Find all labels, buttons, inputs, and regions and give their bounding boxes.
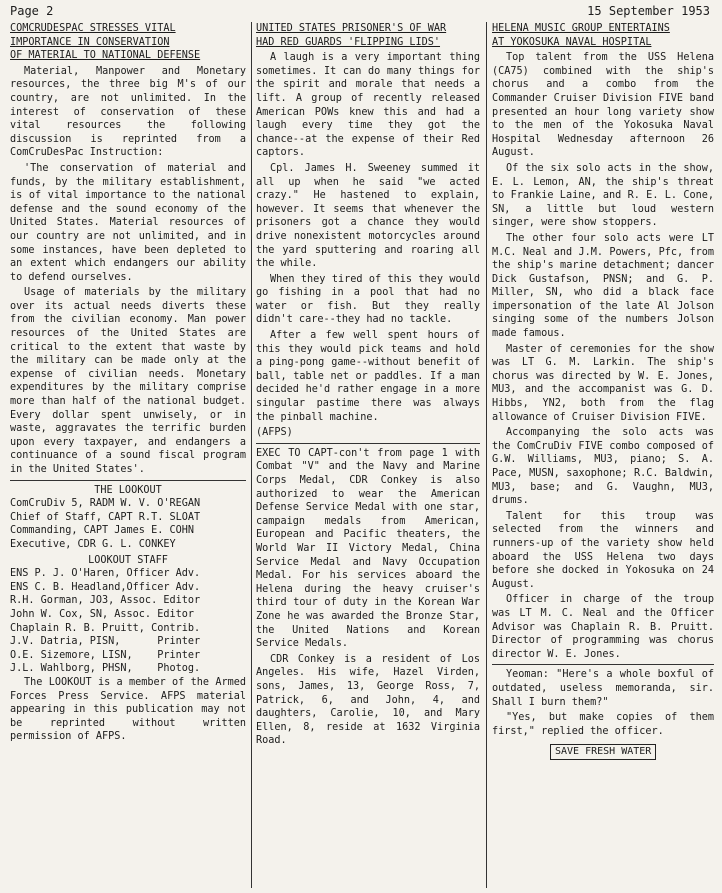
headline-line: COMCRUDESPAC STRESSES VITAL xyxy=(10,23,176,34)
article-paragraph: Usage of materials by the military over its actual needs diverts these from the civilian economy. Man power resources of the United States are critical to the extent that waste by the military can be made only at the expense of civilian needs. Monetary expenditures by the military comprise more than half of the national budget. Every dollar spent unwisely, or in waste, aggravates the terrific burden upon every taxpayer, and endangers a continuance of a sound fiscal program in the United States'. xyxy=(10,287,246,475)
masthead-line: ComCruDiv 5, RADM W. V. O'REGAN xyxy=(10,498,201,510)
slogan-box: SAVE FRESH WATER xyxy=(550,744,656,760)
headline-line: HELENA MUSIC GROUP ENTERTAINS xyxy=(492,23,670,34)
column-left xyxy=(10,22,246,746)
article-credit: (AFPS) xyxy=(256,427,293,439)
issue-date: 15 September 1953 xyxy=(587,4,710,18)
article-paragraph: Of the six solo acts in the show, E. L. Lemon, AN, the ship's threat to Frankie Laine, and R. E. L. Cone, SN, a little but loud western singer, were show stoppers. xyxy=(492,162,714,229)
article-headline xyxy=(492,22,714,49)
article-paragraph: Accompanying the solo acts was the ComCruDiv FIVE combo composed of G.W. Williams, MU3, piano; S. A. Pace, MUSN, saxophone; R.C. Baldwin, MU3, base; and G. Vaughn, MU3, drums. xyxy=(492,427,714,507)
article-paragraph: The other four solo acts were LT M.C. Neal and J.M. Powers, Pfc, from the ship's marine detachment; dancer Dick Gustafson, PNSN; and G. P. Miller, SN, who did a black face impersonation of the late Al Jolson singing some of the numbers Jolson made famous. xyxy=(492,232,714,340)
staff-title: LOOKOUT STAFF xyxy=(88,554,168,566)
column-divider xyxy=(486,22,487,888)
article-paragraph: Material, Manpower and Monetary resources, the three big M's of our country, are not unlimited. In the interest of conservation of these vital resources the following discussion is reprinted from a ComCruDesPac Instruction: xyxy=(10,65,246,159)
staff-line: R.H. Gorman, JO3, Assoc. Editor xyxy=(10,595,201,607)
article-paragraph: Master of ceremonies for the show was LT G. M. Larkin. The ship's chorus was directed by W. E. Jones, MU3, and the accompanist was G. D. Hibbs, YN2, both from the flag allowance of Cruiser Division FIVE. xyxy=(492,343,714,423)
column-divider xyxy=(251,22,252,888)
staff-line: O.E. Sizemore, LISN, Printer xyxy=(10,649,201,661)
column-right xyxy=(492,22,714,760)
article-headline xyxy=(256,22,480,49)
section-divider xyxy=(256,443,480,444)
masthead-title: THE LOOKOUT xyxy=(94,484,162,496)
joke-line: "Yes, but make copies of them first," replied the officer. xyxy=(492,712,714,737)
publication-notice: The LOOKOUT is a member of the Armed Forces Press Service. AFPS material appearing in this publication may not be reprinted without written permission of AFPS. xyxy=(10,676,246,743)
staff-line: ENS P. J. O'Haren, Officer Adv. xyxy=(10,568,201,580)
joke-line: Yeoman: "Here's a whole boxful of outdated, useless memoranda, sir. Shall I burn them?" xyxy=(492,669,714,708)
article-paragraph: Talent for this troup was selected from the winners and runners-up of the variety show held aboard the USS Helena two days before she docked in Yokosuka on 24 August. xyxy=(492,510,714,590)
article-paragraph: 'The conservation of material and funds, by the military establishment, is of vital importance to the national defense and the sound economy of the United States. Material resources of our country are not unlimited, and in some instances, have been depleted to an extent which endangers our ability to defend ourselves. xyxy=(10,162,246,283)
headline-line: AT YOKOSUKA NAVAL HOSPITAL xyxy=(492,36,652,48)
page-number: Page 2 xyxy=(10,4,54,18)
masthead-line: Commanding, CAPT James E. COHN xyxy=(10,525,195,537)
headline-line: HAD RED GUARDS 'FLIPPING LIDS' xyxy=(256,36,441,48)
article-paragraph: When they tired of this they would go fishing in a pool that had no water or fish. But they really didn't care--they had no tackle. xyxy=(256,273,480,326)
headline-line: OF MATERIAL TO NATIONAL DEFENSE xyxy=(10,50,201,62)
article-paragraph: Officer in charge of the troup was LT M. C. Neal and the Officer Advisor was Chaplain R. B. Pruitt. Director of programming was chorus director W. E. Jones. xyxy=(492,594,714,660)
staff-line: John W. Cox, SN, Assoc. Editor xyxy=(10,608,195,620)
article-paragraph: EXEC TO CAPT-con't from page 1 with Combat "V" and the Navy and Marine Corps Medal, CDR Conkey is also authorized to wear the American Defense Service Medal with one star, campaign medals from American, European and Pacific theaters, the World War II Victory Medal, China Service Medal and Navy Occupation Medal. For his services aboard the Helena during the heavy cruiser's third tour of duty in the Korean War Zone he was awarded the Bronze Star, the United Nations and Korean Service Medals. xyxy=(256,447,480,650)
headline-line: UNITED STATES PRISONER'S OF WAR xyxy=(256,23,447,34)
article-paragraph: Cpl. James H. Sweeney summed it all up when he said "we acted crazy." He hastened to explain, however. It seems that whenever the prisoners got a chance they would drive nonexistent motorcycles around the yard sputtering and roaring all the while. xyxy=(256,162,480,270)
masthead-line: Executive, CDR G. L. CONKEY xyxy=(10,538,176,550)
masthead-line: Chief of Staff, CAPT R.T. SLOAT xyxy=(10,511,201,523)
staff-line: Chaplain R. B. Pruitt, Contrib. xyxy=(10,622,201,634)
article-paragraph: CDR Conkey is a resident of Los Angeles. His wife, Hazel Virden, sons, James, 13, George Ross, 7, Patrick, 6, and John, 4, and daughters, Carolie, 10, and Mary Ellen, 8, reside at 1632 Virginia Road. xyxy=(256,653,480,747)
staff-line: J.V. Datria, PISN, Printer xyxy=(10,636,201,648)
column-middle xyxy=(256,22,480,750)
section-divider xyxy=(492,664,714,665)
article-paragraph: After a few well spent hours of this they would pick teams and hold a ping-pong game--without benefit of ball, table net or paddles. If a man decided he'd rather engage in a more singular pastime there was always the pinball machine. xyxy=(256,330,480,423)
staff-line: ENS C. B. Headland,Officer Adv. xyxy=(10,581,201,593)
headline-line: IMPORTANCE IN CONSERVATION xyxy=(10,36,170,48)
article-headline xyxy=(10,22,246,63)
section-divider xyxy=(10,480,246,481)
staff-line: J.L. Wahlborg, PHSN, Photog. xyxy=(10,663,201,675)
article-paragraph: Top talent from the USS Helena (CA75) combined with the ship's chorus and a combo from the Commander Cruiser Division FIVE band presented an hour long variety show to the men of the Yokosuka Naval Hospital Wednesday afternoon 26 August. xyxy=(492,52,714,159)
article-paragraph: A laugh is a very important thing sometimes. It can do many things for the spirit and morale that needs a lift. A group of recently released American POWs knew this and had a laugh every time they got the chance--at the expense of their Red captors. xyxy=(256,52,480,159)
